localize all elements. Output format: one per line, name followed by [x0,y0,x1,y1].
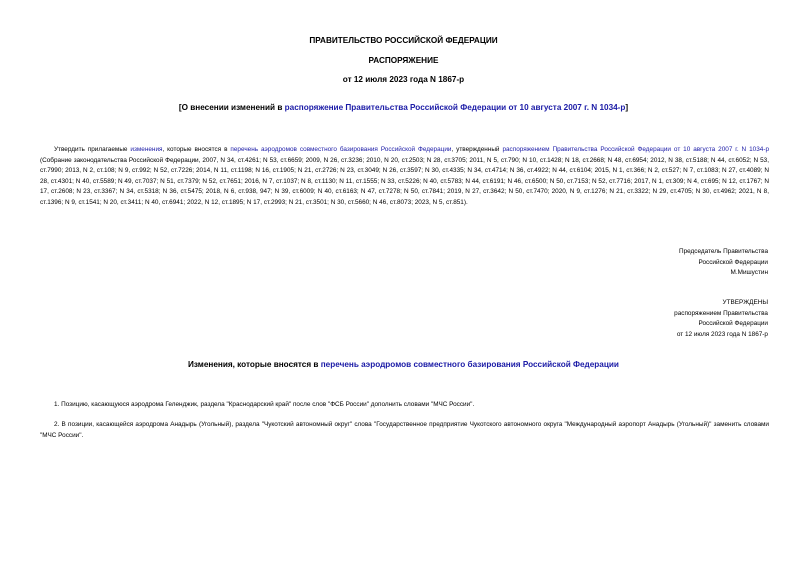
subject-open: [О внесении изменений в [178,103,285,112]
changes-link[interactable]: изменения [130,146,163,153]
approval-block [674,298,768,340]
subject-link[interactable]: распоряжение Правительства Российской Федерации от 10 августа 2007 г. N 1034-р [284,103,626,112]
changes-title-prefix: Изменения, которые вносятся в [188,360,321,369]
signature-country: Российской Федерации [698,258,768,266]
document-type-heading: РАСПОРЯЖЕНИЕ [368,56,439,65]
body-text-4: (Собрание законодательства Российской Федерации, 2007, N 34, ст.4261; N 53, ст.6659; 2009, N 26, ст.3236; 2010, N 20, ст.2503; N 28, ст.3705; 2011, N 5, ст.790; N 10, ст.1428; N 18, ст.2668; N 48, ст.6954; 2012, N 38, ст.5188; N 44, ст.6052; N 53, ст.7990; 2013, N 2, ст.108; N 9, ст.992; N 52, ст.7226; 2014, N 11, ст.1198; N 16, ст.1905; N 21, ст.2726; N 23, ст.3049; N 26, ст.3597; N 30, ст.4335; N 34, ст.4714; N 36, ст.4922; N 44, ст.6104; 2015, N 1, ст.366; N 2, ст.527; N 7, ст.1083; N 27, ст.4089; N 28, ст.4301; N 40, ст.5589; N 49, ст.7037; N 51, ст.7379; N 52, ст.7651; 2016, N 7, ст.1037; N 8, ст.1130; N 11, ст.1555; N 33, ст.5226; N 40, ст.5783; N 44, ст.6191; N 46, ст.6500; N 50, ст.7153; N 52, ст.7716; 2017, N 1, ст.309; N 4, ст.695; N 12, ст.1767; N 17, ст.2608; N 23, ст.3367; N 34, ст.5318; N 36, ст.5475; 2018, N 6, ст.938, 947; N 39, ст.6009; N 40, ст.6163; N 47, ст.7278; N 50, ст.7841; 2019, N 27, ст.3642; N 50, ст.7470; 2020, N 9, ст.1276; N 21, ст.3322; N 29, ст.4705; N 30, ст.4962; 2021, N 8, ст.1396; N 9, ст.1541; N 20, ст.3411; N 40, ст.6941; 2022, N 12, ст.1895; N 17, ст.2993; N 21, ст.3501; N 30, ст.5660; N 46, ст.8073; 2023, N 5, ст.851). [40,156,769,206]
signature-name: М.Мишустин [730,269,768,277]
approval-line-2: распоряжением Правительства [674,309,768,317]
body-text-1: Утвердить прилагаемые [54,146,131,153]
signature-position: Председатель Правительства [679,248,768,255]
change-item-1: 1. Позицию, касающуюся аэродрома Геленджик, раздела "Краснодарский край" после слов "ФСБ России" дополнить словами "МЧС России". [54,401,475,408]
approval-line-4: от 12 июля 2023 года N 1867-р [676,330,768,338]
approval-line-3: Российской Федерации [698,320,768,328]
government-heading: ПРАВИТЕЛЬСТВО РОССИЙСКОЙ ФЕДЕРАЦИИ [309,36,498,45]
changes-title [0,360,807,369]
approval-heading: УТВЕРЖДЕНЫ [722,299,768,306]
body-text-2: , которые вносятся в [162,146,231,153]
change-item-2: 2. В позиции, касающейся аэродрома Анадырь (Угольный), раздела "Чукотский автономный округ" слова "Государственное предприятие Чукотского автономного округа "Международный аэропорт Анадырь (Угольный)" заменить словами "МЧС России". [40,421,769,439]
main-paragraph [40,145,769,209]
changes-title-link[interactable]: перечень аэродромов совместного базирования Российской Федерации [320,360,619,369]
subject-close: ] [625,103,629,112]
aerodromes-list-link[interactable]: перечень аэродромов совместного базирования Российской Федерации [230,146,452,153]
document-date-heading: от 12 июля 2023 года N 1867-р [342,75,465,84]
body-text-3: , утвержденный [451,146,503,153]
document-subject [0,103,807,112]
signature-block [679,247,768,279]
order-1034-link[interactable]: распоряжением Правительства Российской Федерации от 10 августа 2007 г. N 1034-р [502,146,769,153]
